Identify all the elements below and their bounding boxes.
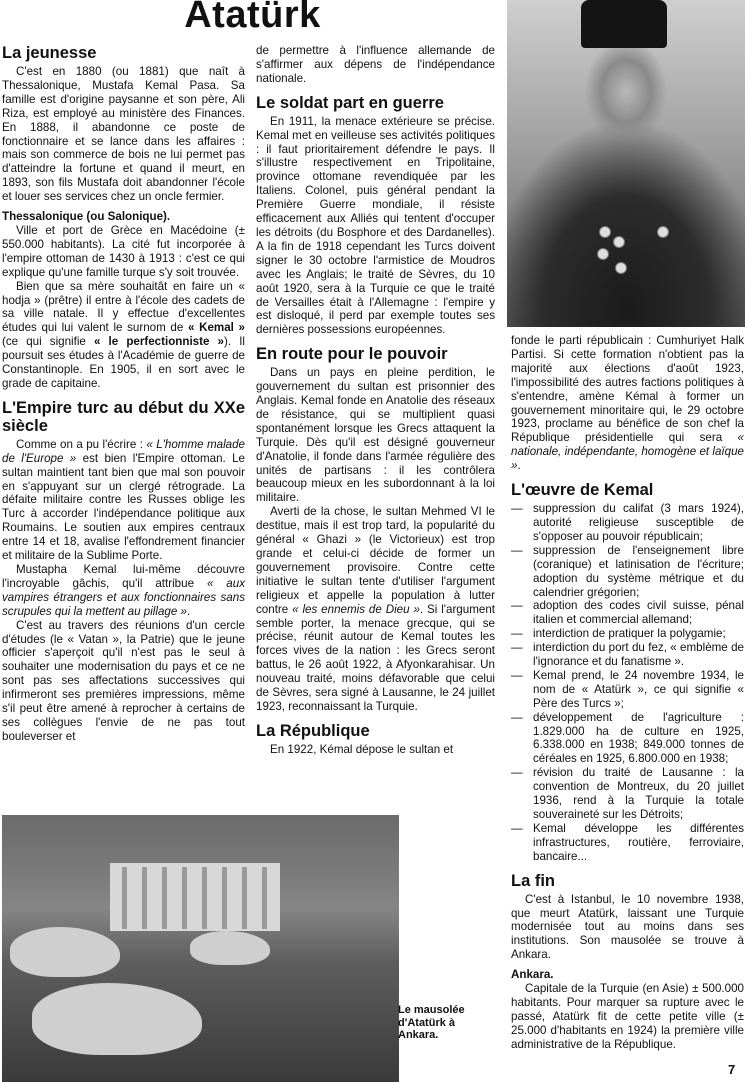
paragraph: Dans un pays en pleine perdition, le gouvernement du sultan est prisonnier des Anglais. Kemal fonde en Anatolie des réseaux de résistance, qui se multiplient quasi spontanément lorsque les Grecs attaquent la Turquie. Dès qu'il est désigné gouverneur d'Anatolie, il fonde dans l'armée régulière des unités de partisans : il les contrôlera beaucoup mieux en les subordonnant à la loi militaire. <box>256 366 495 505</box>
paragraph <box>2 280 245 391</box>
column-2 <box>256 44 495 757</box>
paragraph: C'est en 1880 (ou 1881) que naît à Thessalonique, Mustafa Kemal Pasa. Sa famille est d'origine paysanne et son père, Ali Riza, est employé au ministère des Finances. En 1888, il abandonne ce poste de fonctionnaire et se lance dans les affaires : mais son commerce de bois ne lui permet pas d'atteindre la fortune et quand il meurt, en 1893, son fils Mustafa doit abandonner l'école et louer ses services chez un oncle fermier. <box>2 65 245 204</box>
column-shape <box>262 867 267 929</box>
paragraph: En 1911, la menace extérieure se précise. Kemal met en veilleuse ses activités politiques : il faut prioritairement défendre le pays. Il s'illustre respectivement en Tripolitaine, province ottomane revendiquée par les Italiens. Colonel, puis général pendant la Première Guerre mondiale, il résiste efficacement aux Alliés qui tentent d'occuper les détroits (du Bosphore et des Dardanelles). A la fin de 1918 cependant les Turcs doivent signer le 30 octobre l'armistice de Moudros avec les Anglais; le traité de Sèvres, du 10 août 1920, sera à la Turquie ce que le traité de Versailles était à l'Allemagne : l'empire y est disloqué, il perd par exemple toutes ses dernières possessions européennes. <box>256 114 495 337</box>
mausoleum-building-shape <box>110 863 280 931</box>
subheading-ankara: Ankara. <box>511 968 554 982</box>
italic-span: « aux vampires étrangers et aux fonctionnaires sans scrupules qui la mettent au pillage » <box>2 576 245 618</box>
italic-span: « nationale, indépendante, homogène et laïque » <box>511 431 744 473</box>
text-span: (ce qui signifie <box>2 335 94 349</box>
paragraph <box>511 334 744 473</box>
text-span: Averti de la chose, le sultan Mehmed VI le destitue, mais il est trop tard, la popularité du général « Ghazi » (le Victorieux) est trop grande et celui-ci décide de former un gouvernement provisoire. Contre cette initiative le sultan tente d'utiliser l'argument religieux et appelle la population à lutter contre <box>256 505 495 616</box>
paragraph <box>2 438 245 563</box>
paragraph: de permettre à l'influence allemande de s'affirmer aux dépens de l'indépendance nationale. <box>256 44 495 85</box>
lion-statue-shape <box>190 931 270 965</box>
heading-route: En route pour le pouvoir <box>256 345 448 364</box>
medal-shape <box>597 248 609 260</box>
paragraph: Ville et port de Grèce en Macédoine (± 550.000 habitants). La cité fut incorporée à l'empire ottoman de 1430 à 1913 : c'est ce qui explique qu'une famille turque s'y soit trouvée. <box>2 223 245 279</box>
subheading-thessalonique: Thessalonique (ou Salonique). <box>2 210 171 224</box>
text-span: Mustapha Kemal lui-même découvre l'incroyable gâchis, qu'il attribue <box>2 563 245 590</box>
page-number: 7 <box>728 1062 736 1077</box>
heading-republique: La République <box>256 721 370 740</box>
medal-shape <box>599 226 611 238</box>
bold-span: « Kemal » <box>187 321 245 335</box>
list-item: — interdiction de pratiquer la polygamie; <box>511 627 744 641</box>
text-span: . <box>517 459 521 473</box>
medal-shape <box>657 226 669 238</box>
mausoleum-photo <box>2 815 399 1082</box>
lion-statue-shape <box>10 927 120 977</box>
italic-span: « les ennemis de Dieu » <box>292 602 420 616</box>
list-item: — révision du traité de Lausanne : la convention de Montreux, du 20 juillet 1936, rend à la Turquie la totale souveraineté sur les Détroits; <box>511 766 744 822</box>
list-item: — Kemal prend, le 24 novembre 1934, le nom de « Atatürk », ce qui signifie « Père des Turcs »; <box>511 669 744 711</box>
list-item: — adoption des codes civil suisse, pénal italien et commercial allemand; <box>511 599 744 627</box>
column-shape <box>202 867 207 929</box>
column-shape <box>182 867 187 929</box>
text-span: . Si l'argument semble porter, la menace grecque, qui se précise, réunit autour de Kemal toutes les forces vives de la nation : les Grecs seront battus, le 26 août 1922, à Afyonkarahisar. Un nouveau traité, moins défavorable que celui de Sèvres, sera signé à Lausanne, le 24 juillet 1923, reconnaissant la Turquie. <box>256 602 495 713</box>
text-span: fonde le parti républicain : Cumhuriyet Halk Partisi. Si cette formation n'obtient pas la majorité aux élections d'août 1923, l'impossibilité des autres factions politiques à s'entendre, amène Kémal à former un gouvernement minoritaire qui, le 29 octobre 1923, proclame au bénéfice de son chef la République présidentielle qui sera <box>511 334 744 445</box>
heading-jeunesse: La jeunesse <box>2 44 97 62</box>
list-item: — suppression de l'enseignement libre (coranique) et latinisation de l'écriture; adoption du système métrique et du calendrier grégorien; <box>511 544 744 600</box>
medal-shape <box>613 236 625 248</box>
ataturk-portrait-photo <box>507 0 745 327</box>
photo-caption: Le mausolée d'Atatürk à Ankara. <box>398 1004 465 1042</box>
list-item: — développement de l'agriculture : 1.829.000 ha de culture en 1925, 6.338.000 en 1938; 849.000 tonnes de céréales en 1925, 6.800.000 en 1938; <box>511 711 744 767</box>
column-3 <box>511 334 744 1052</box>
column-shape <box>122 867 127 929</box>
text-span: . <box>186 604 191 618</box>
column-shape <box>142 867 147 929</box>
page-title: Atatürk <box>184 0 321 36</box>
column-shape <box>162 867 167 929</box>
text-span: ). Il poursuit ses études à l'Académie de guerre de Constantinople. En 1905, il en sort avec le grade de capitaine. <box>2 335 245 390</box>
medal-shape <box>615 262 627 274</box>
heading-empire: L'Empire turc au début du XXe siècle <box>2 398 245 435</box>
lion-statue-shape <box>32 983 202 1055</box>
paragraph: C'est au travers des réunions d'un cercle d'études (le « Vatan », la Patrie) que le jeune officier s'aperçoit qu'il n'est pas le seul à souhaiter une modernisation du pays et ce ne sont pas ses affectations successives qui infirmeront ses premières impressions, même s'il peut être amené à reprocher à certains de ses collègues l'envie de ne pas tout bouleverser et <box>2 618 245 743</box>
bold-span: « le perfectionniste » <box>94 335 224 349</box>
text-span: Comme on a pu l'écrire : <box>16 437 147 451</box>
paragraph: En 1922, Kémal dépose le sultan et <box>270 742 454 756</box>
list-item: — Kemal développe les différentes infrastructures, routière, ferroviaire, bancaire... <box>511 822 744 864</box>
italic-span: « L'homme malade de l'Europe » <box>2 437 245 465</box>
text-span: est bien l'Empire ottoman. Le sultan maintient tant bien que mal son pouvoir en s'appuyant sur un clergé rétrograde. La défaite militaire contre les Russes oblige les Turc à accorder l'indépendance politique aux Roumains. Le soutien aux empires centraux entre 14 et 18, avalise l'effondrement financier et militaire de la Sublime Porte. <box>2 451 246 563</box>
fur-hat-shape <box>581 0 667 48</box>
heading-oeuvre: L'œuvre de Kemal <box>511 481 654 500</box>
reforms-list <box>511 502 744 864</box>
paragraph <box>2 563 245 619</box>
paragraph <box>256 505 495 714</box>
heading-fin: La fin <box>511 871 555 890</box>
paragraph: Capitale de la Turquie (en Asie) ± 500.000 habitants. Pour marquer sa rupture avec le passé, Atatürk fit de cette petite ville (± 25.000 d'habitants en 1924) la première ville administrative de la République. <box>511 982 744 1051</box>
heading-soldat: Le soldat part en guerre <box>256 93 444 112</box>
text-span: Bien que sa mère souhaitât en faire un « hodja » (prêtre) il entre à l'école des cadets de sa ville natale. Il y effectue d'excellentes études qui lui valent le surnom de <box>2 279 245 335</box>
list-item: — suppression du califat (3 mars 1924), autorité religieuse susceptible de s'opposer au pouvoir républicain; <box>511 502 744 544</box>
paragraph: C'est à Istanbul, le 10 novembre 1938, que meurt Atatürk, laissant une Turquie modernisée tout au moins dans ses institutions. Son mausolée se trouve à Ankara. <box>511 892 744 962</box>
list-item: — interdiction du port du fez, « emblème de l'ignorance et du fanatisme ». <box>511 641 744 669</box>
column-shape <box>242 867 247 929</box>
column-1 <box>2 44 245 744</box>
column-shape <box>222 867 227 929</box>
